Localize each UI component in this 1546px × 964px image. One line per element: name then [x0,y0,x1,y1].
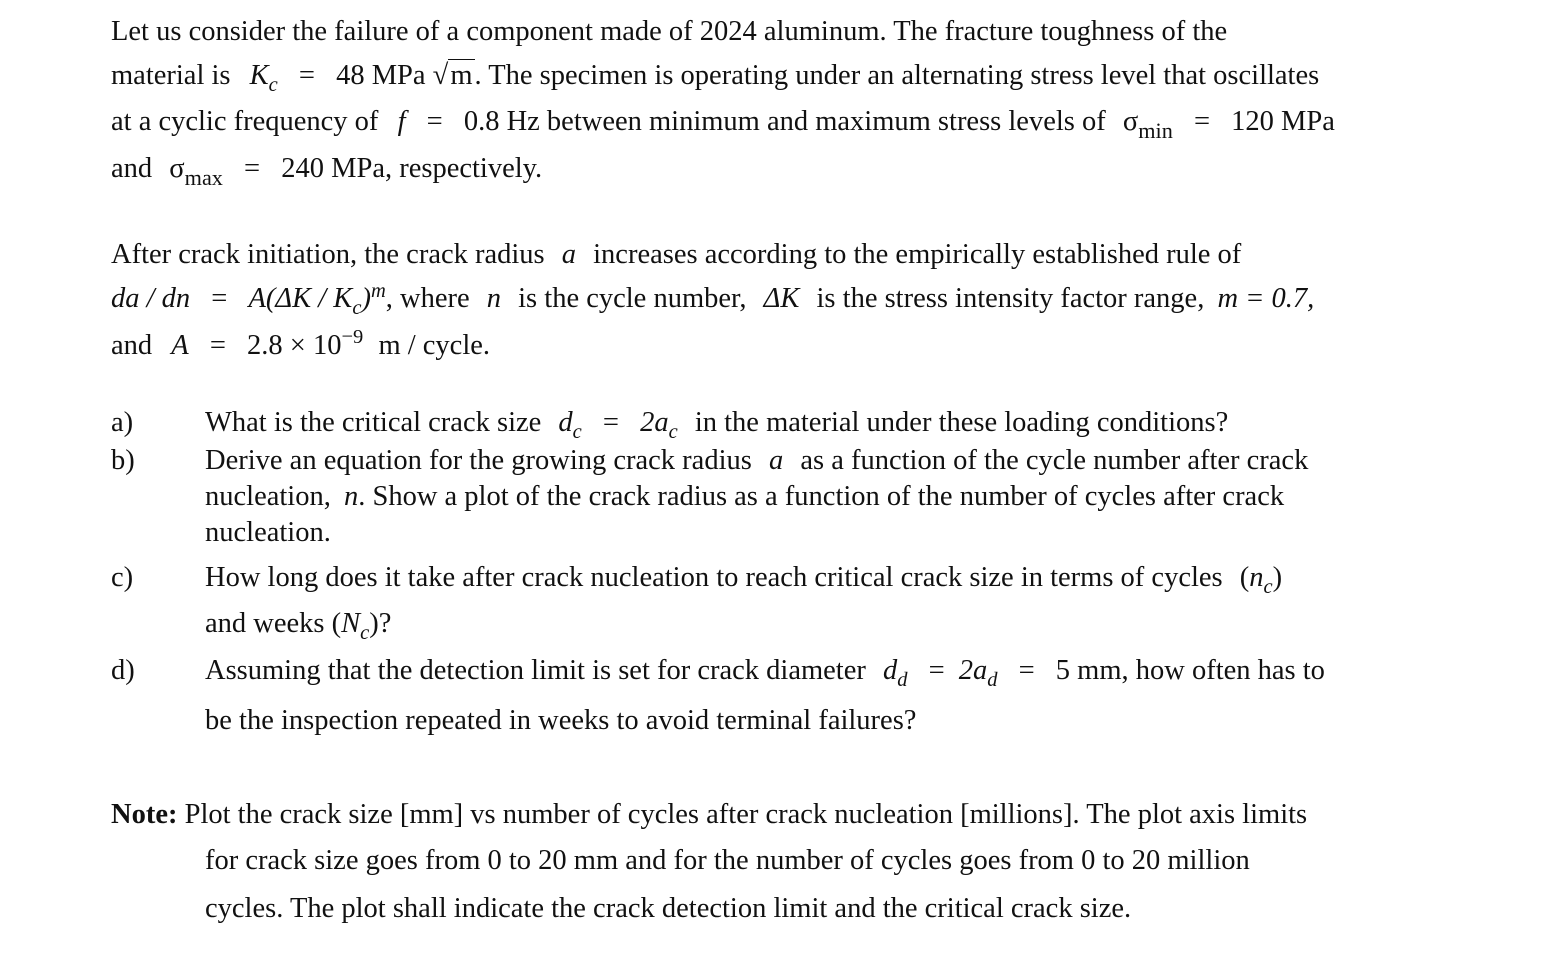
m-value: m = 0.7, [1217,283,1315,314]
equals-sign: = [928,655,945,686]
question-b-line-2 [205,483,1284,512]
question-text: as a function of the cycle number after crack [800,445,1309,476]
sigma-min-subscript: min [1138,117,1173,143]
nc-symbol: n [1249,562,1264,593]
question-text: nucleation. [205,517,331,548]
sigma-min-value: 120 MPa [1231,106,1335,137]
a-symbol: a [768,445,784,476]
crack-text: , where [385,283,470,314]
a-symbol: a [561,239,577,270]
rule-expression: A(ΔK / K [248,283,353,314]
dd-symbol: d [882,655,898,686]
question-b-line-3 [205,519,331,548]
sigma-max-subscript: max [184,164,223,190]
question-d-line-1 [205,655,1325,691]
crack-text: increases according to the empirically established rule of [593,239,1242,270]
ad-subscript: d [987,668,998,691]
intro-text: material is [111,60,231,91]
kc-symbol: K [249,60,269,91]
question-text: . Show a plot of the crack radius as a function of the number of cycles after crack [358,481,1285,512]
equals-sign: = [298,60,315,91]
a-constant-exponent: −9 [341,325,364,348]
equals-sign: = [426,106,443,137]
question-text: Assuming that the detection limit is set for crack diameter [205,655,866,686]
question-text: in the material under these loading conditions? [694,407,1229,438]
crack-line-2 [111,279,1315,319]
ac-subscript: c [668,420,678,443]
note-text: Plot the crack size [mm] vs number of cycles after crack nucleation [millions]. The plot axis limits [184,799,1308,830]
equals-sign: = [211,283,228,314]
sigma-max-value: 240 MPa, respectively. [281,153,543,184]
question-text: What is the critical crack size [205,407,542,438]
question-a-label: a) [111,407,134,438]
equals-sign: = [602,407,619,438]
dadn-expression: da / dn [111,283,191,314]
crack-text: is the stress intensity factor range, [816,283,1205,314]
question-text: Derive an equation for the growing crack radius [205,445,752,476]
kc-subscript: c [268,73,278,96]
nc-subscript: c [1263,575,1273,598]
question-a-text [205,407,1229,443]
equals-sign: = [1018,655,1035,686]
equals-sign: = [209,330,226,361]
rule-close: ) [361,283,371,314]
n-symbol: n [486,283,502,314]
equals-sign: = [244,153,261,184]
sigma-min-symbol: σ [1122,106,1139,137]
note-line-3 [205,895,1131,924]
a-constant-symbol: A [171,330,189,361]
question-text: How long does it take after crack nucleation to reach critical crack size in terms of cycles [205,562,1223,593]
question-b-label: b) [111,445,135,476]
crack-text: and [111,330,153,361]
note-text: cycles. The plot shall indicate the crack detection limit and the critical crack size. [205,893,1132,924]
dd-subscript: d [897,668,908,691]
equals-sign: = [1193,106,1211,137]
a-constant-value: 2.8 × 10 [247,330,342,361]
note-line-2 [205,847,1250,876]
intro-line-3 [111,106,1335,143]
question-text: and weeks ( [205,608,342,639]
Nc-symbol: N [341,608,361,639]
sqrt-symbol [433,62,475,91]
question-c-line-1: How long does it take after crack nucleation to reach critical crack size in terms of cycles $(n_c)$ [205,562,1283,598]
question-d-label: d) [111,655,135,686]
question-d-line-2 [205,707,916,736]
rule-exponent: m [370,279,386,302]
intro-text: between minimum and maximum stress levels of [546,106,1106,137]
dc-subscript: c [572,420,582,443]
question-c-line-2 [205,608,392,644]
intro-text: and [111,153,153,184]
question-b-line-1 [205,447,1308,476]
question-text: be the inspection repeated in weeks to avoid terminal failures? [205,705,917,736]
Nc-subscript: c [360,621,370,644]
question-text: nucleation, [205,481,331,512]
note-text: for crack size goes from 0 to 20 mm and for the number of cycles goes from 0 to 20 million [205,845,1250,876]
radical-sign: √ [432,60,449,91]
intro-text: at a cyclic frequency of [111,106,379,137]
radicand: m [450,60,473,91]
crack-line-3 [111,325,491,361]
n-symbol: n [343,481,359,512]
note-line-1 [111,801,1307,830]
a-constant-unit: m / cycle. [378,330,491,361]
ad-expression: 2a [958,655,988,686]
intro-line-4 [111,153,543,190]
crack-text: After crack initiation, the crack radius [111,239,545,270]
question-text: )? [369,608,392,639]
question-c-label: c) [111,562,134,593]
intro-text: Let us consider the failure of a component made of 2024 aluminum. The fracture toughness of the [111,16,1228,47]
frequency-value: 0.8 Hz [463,106,540,137]
dc-symbol: d [558,407,573,438]
crack-line-1 [111,241,1241,270]
delta-k-symbol: ΔK [763,283,800,314]
ac-expression: 2a [640,407,669,438]
intro-text: . The specimen is operating under an alternating stress level that oscillates [474,60,1320,91]
crack-text: is the cycle number, [518,283,747,314]
frequency-symbol: f [397,106,406,137]
note-label: Note: [111,799,178,830]
intro-line-2 [111,60,1320,96]
sigma-max-symbol: σ [169,153,185,184]
kc-value: 48 MPa [336,60,426,91]
intro-line-1 [111,18,1227,47]
rule-subscript: c [352,296,362,319]
question-text: 5 mm, how often has to [1055,655,1325,686]
